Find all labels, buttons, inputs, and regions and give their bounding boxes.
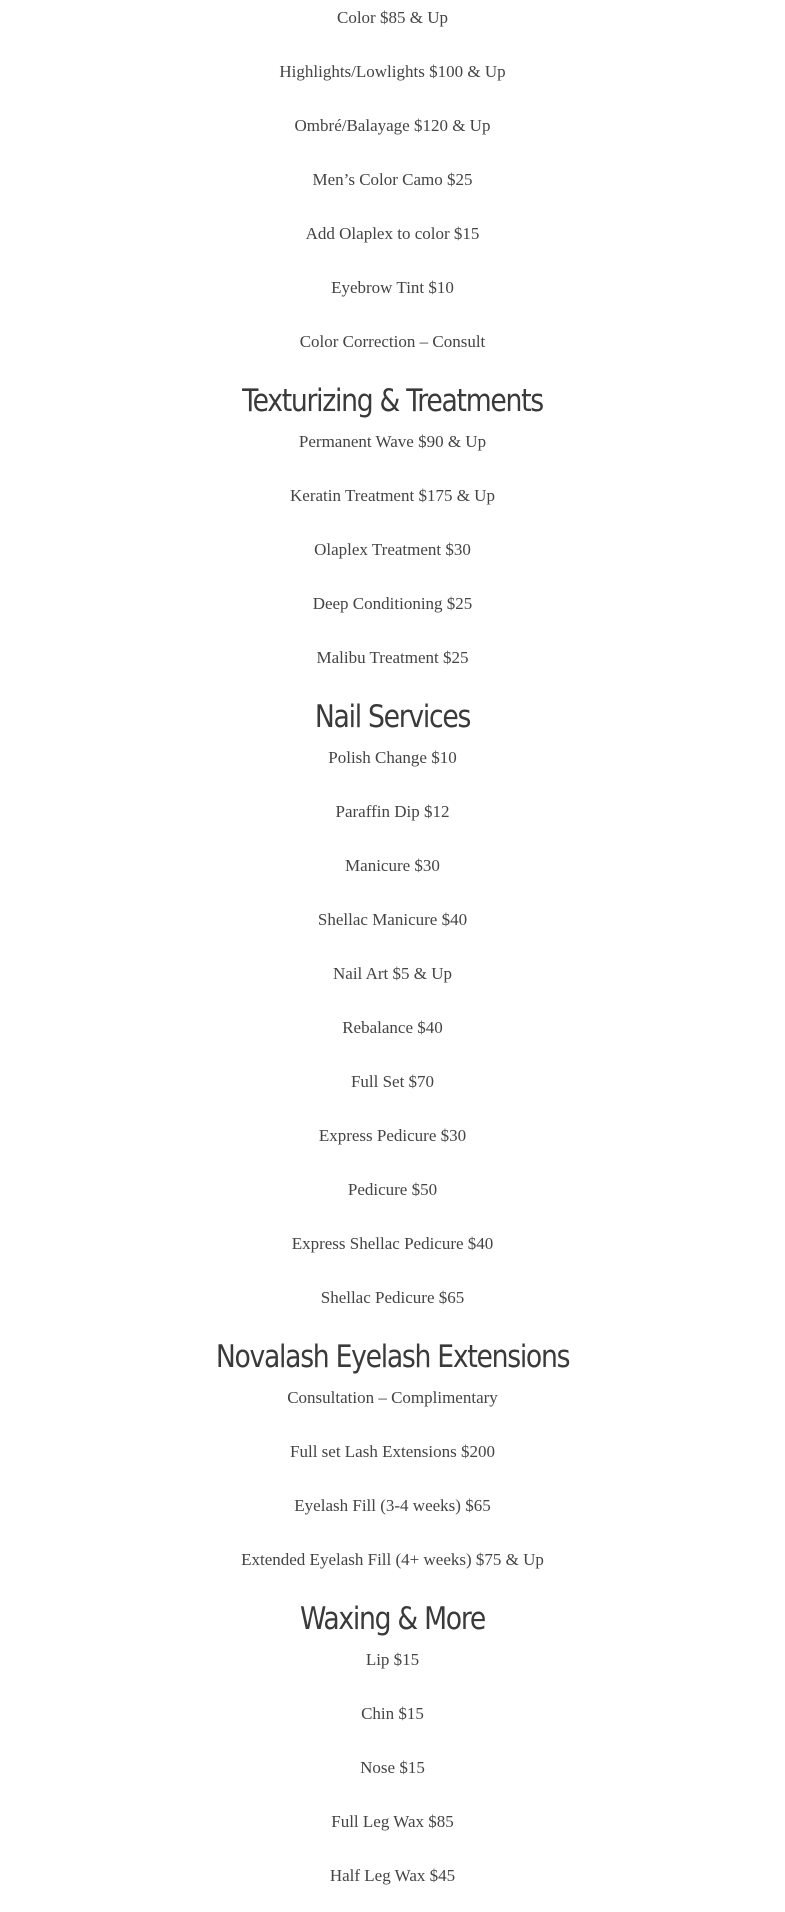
- menu-item-express-shellac-pedicure: Express Shellac Pedicure $40: [291, 1234, 494, 1253]
- menu-item-olaplex-add: Add Olaplex to color $15: [305, 224, 480, 243]
- menu-item-color-correction: Color Correction – Consult: [299, 332, 486, 351]
- menu-item-rebalance: Rebalance $40: [342, 1018, 443, 1037]
- menu-item-half-leg-wax: Half Leg Wax $45: [329, 1866, 456, 1885]
- menu-item-deep-conditioning: Deep Conditioning $25: [312, 594, 473, 613]
- section-heading-nail-services: Nail Services: [314, 699, 471, 735]
- menu-item-chin-wax: Chin $15: [361, 1704, 424, 1723]
- menu-item-lip-wax: Lip $15: [365, 1650, 420, 1669]
- menu-item-permanent-wave: Permanent Wave $90 & Up: [298, 432, 487, 451]
- menu-item-mens-color: Men’s Color Camo $25: [312, 170, 473, 189]
- menu-item-color: Color $85 & Up: [337, 8, 448, 27]
- texturizing-section: [0, 378, 785, 694]
- waxing-section: [0, 1596, 785, 1912]
- menu-item-nail-art: Nail Art $5 & Up: [333, 964, 452, 983]
- section-heading-waxing: Waxing & More: [299, 1601, 486, 1637]
- menu-item-lash-fill: Eyelash Fill (3-4 weeks) $65: [294, 1496, 491, 1515]
- menu-item-express-pedicure: Express Pedicure $30: [318, 1126, 467, 1145]
- menu-item-full-set: Full Set $70: [350, 1072, 435, 1091]
- menu-item-eyebrow-tint: Eyebrow Tint $10: [331, 278, 454, 297]
- menu-item-shellac-manicure: Shellac Manicure $40: [317, 910, 468, 929]
- menu-item-full-leg-wax: Full Leg Wax $85: [331, 1812, 454, 1831]
- color-services-section: [0, 0, 785, 378]
- menu-item-malibu: Malibu Treatment $25: [316, 648, 469, 667]
- menu-item-shellac-pedicure: Shellac Pedicure $65: [320, 1288, 465, 1307]
- menu-item-nose-wax: Nose $15: [360, 1758, 425, 1777]
- menu-item-keratin: Keratin Treatment $175 & Up: [290, 486, 495, 505]
- section-heading-texturizing: Texturizing & Treatments: [242, 383, 543, 419]
- menu-item-pedicure: Pedicure $50: [347, 1180, 438, 1199]
- menu-item-lash-consultation: Consultation – Complimentary: [287, 1388, 498, 1407]
- menu-item-paraffin-dip: Paraffin Dip $12: [335, 802, 450, 821]
- eyelash-section: [0, 1334, 785, 1596]
- menu-item-highlights: Highlights/Lowlights $100 & Up: [279, 62, 506, 81]
- section-heading-eyelash: Novalash Eyelash Extensions: [215, 1339, 570, 1375]
- menu-item-polish-change: Polish Change $10: [328, 748, 457, 767]
- menu-item-lash-full-set: Full set Lash Extensions $200: [290, 1442, 495, 1461]
- menu-item-ombre: Ombré/Balayage $120 & Up: [294, 116, 491, 135]
- nail-services-section: [0, 694, 785, 1334]
- menu-item-olaplex-treatment: Olaplex Treatment $30: [314, 540, 471, 559]
- menu-item-lash-extended-fill: Extended Eyelash Fill (4+ weeks) $75 & Up: [241, 1550, 544, 1569]
- menu-item-manicure: Manicure $30: [345, 856, 440, 875]
